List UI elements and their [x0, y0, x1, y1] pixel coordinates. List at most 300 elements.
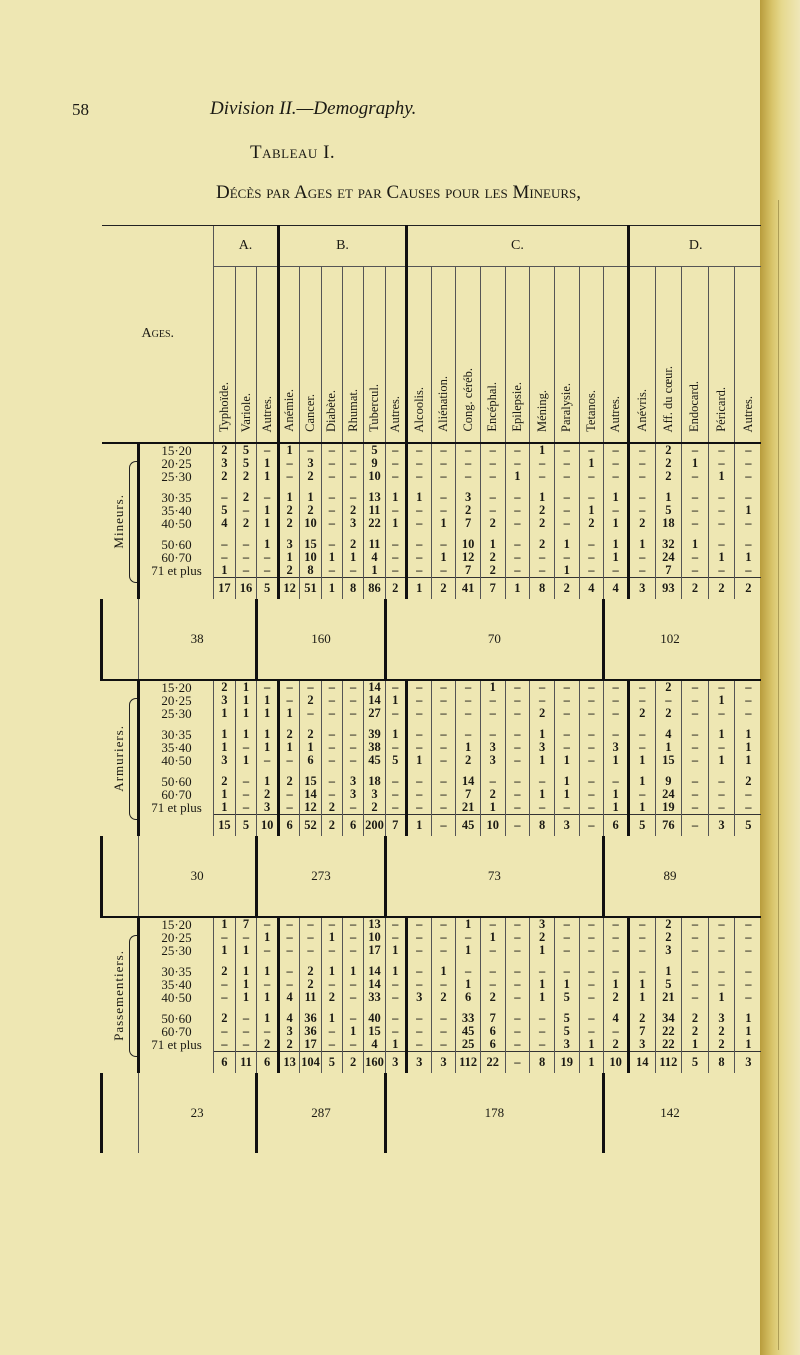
column-header [505, 267, 530, 444]
cell-value: – [342, 1038, 363, 1052]
cell-value: 1 [385, 694, 406, 707]
group-header: A. [214, 226, 279, 267]
cell-value: 2 [655, 917, 682, 931]
cell-value: 1 [214, 801, 236, 815]
section-label-wrap [112, 461, 137, 583]
cell-value: 3 [364, 788, 385, 801]
table-row [102, 944, 762, 957]
total-value: 5 [257, 578, 279, 600]
cell-value: – [456, 443, 481, 457]
cell-value: – [342, 694, 363, 707]
cell-value: – [628, 680, 655, 694]
cell-value: 3 [480, 754, 505, 767]
cell-value: 1 [604, 754, 629, 767]
cell-value: 1 [530, 978, 555, 991]
cell-value: – [342, 931, 363, 944]
cell-value: – [505, 504, 530, 517]
cell-value: 3 [530, 917, 555, 931]
cell-value: 5 [235, 457, 257, 470]
cell-value: 1 [480, 801, 505, 815]
cell-value: 1 [628, 801, 655, 815]
cell-value: – [682, 917, 709, 931]
cell-value: 1 [530, 443, 555, 457]
cell-value: 1 [257, 1012, 279, 1025]
cell-value: 1 [604, 801, 629, 815]
column-label: Paralysie. [559, 383, 574, 432]
total-value: 86 [364, 578, 385, 600]
cell-value: 2 [257, 788, 279, 801]
group-header: C. [406, 226, 628, 267]
cell-value: 1 [682, 457, 709, 470]
cell-value: – [431, 788, 456, 801]
cell-value: – [708, 680, 735, 694]
column-label: Rhumat. [345, 389, 360, 432]
cell-value: 2 [530, 504, 555, 517]
cell-value: 2 [655, 931, 682, 944]
cell-value: 12 [300, 801, 321, 815]
cell-value: 2 [300, 728, 321, 741]
cell-value: – [342, 917, 363, 931]
cell-value: 15 [300, 538, 321, 551]
cell-value: 3 [655, 944, 682, 957]
cell-value: – [530, 680, 555, 694]
cell-value: – [604, 680, 629, 694]
total-value: 13 [279, 1052, 300, 1074]
cell-value: 5 [364, 443, 385, 457]
cell-value: 13 [364, 917, 385, 931]
cell-value: – [480, 707, 505, 720]
cell-value: – [431, 538, 456, 551]
cell-value: – [579, 694, 604, 707]
cell-value: 1 [735, 1025, 762, 1038]
cell-value: – [530, 1038, 555, 1052]
cell-value: 1 [257, 728, 279, 741]
cell-value: – [735, 470, 762, 483]
cell-value: 3 [279, 1025, 300, 1038]
column-label: Anémie. [282, 389, 297, 432]
cell-value: 3 [279, 538, 300, 551]
table-row [102, 917, 762, 931]
cell-value: – [604, 707, 629, 720]
total-value: 6 [214, 1052, 236, 1074]
cell-value: – [735, 965, 762, 978]
column-header [554, 267, 579, 444]
cell-value: – [682, 707, 709, 720]
age-label: 25·30 [139, 944, 214, 957]
cell-value: 1 [321, 551, 342, 564]
cell-value: 1 [480, 538, 505, 551]
table-row [102, 564, 762, 578]
cell-value: 6 [300, 754, 321, 767]
cell-value: – [655, 694, 682, 707]
total-value: 5 [628, 815, 655, 837]
cell-value: 2 [480, 564, 505, 578]
total-value: 6 [342, 815, 363, 837]
cell-value: – [385, 707, 406, 720]
cell-value: – [257, 491, 279, 504]
cell-value: – [505, 1038, 530, 1052]
cell-value: – [505, 741, 530, 754]
cell-value: 2 [655, 707, 682, 720]
cell-value: – [554, 917, 579, 931]
cell-value: – [321, 728, 342, 741]
cell-value: – [735, 978, 762, 991]
cell-value: – [279, 694, 300, 707]
column-header [300, 267, 321, 444]
cell-value: – [708, 707, 735, 720]
total-value: 5 [321, 1052, 342, 1074]
cell-value: 1 [235, 991, 257, 1004]
cell-value: 5 [214, 504, 236, 517]
cell-value: 32 [655, 538, 682, 551]
cell-value: 22 [364, 517, 385, 530]
cell-value: 1 [406, 754, 431, 767]
cell-value: 1 [364, 564, 385, 578]
cell-value: 2 [279, 1038, 300, 1052]
cell-value: – [480, 978, 505, 991]
cell-value: – [579, 754, 604, 767]
cell-value: 4 [214, 517, 236, 530]
cell-value: – [385, 931, 406, 944]
cell-value: 10 [456, 538, 481, 551]
cell-value: 12 [456, 551, 481, 564]
cell-value: – [628, 470, 655, 483]
cell-value: – [530, 551, 555, 564]
totals-age-cell [139, 1052, 214, 1074]
cell-value: – [579, 491, 604, 504]
cell-value: 1 [735, 1038, 762, 1052]
total-value: 19 [554, 1052, 579, 1074]
total-value: 6 [604, 815, 629, 837]
cell-value: 3 [342, 788, 363, 801]
cell-value: – [554, 694, 579, 707]
cell-value: 1 [235, 944, 257, 957]
cell-value: – [214, 1025, 236, 1038]
cell-value: – [321, 517, 342, 530]
cell-value: 1 [456, 944, 481, 957]
group-total: 160 [257, 599, 385, 680]
cell-value: – [628, 944, 655, 957]
cell-value: – [554, 944, 579, 957]
cell-value: – [235, 1025, 257, 1038]
cell-value: – [604, 944, 629, 957]
cell-value: – [554, 707, 579, 720]
cell-value: – [406, 917, 431, 931]
cell-value: – [342, 707, 363, 720]
cell-value: – [321, 775, 342, 788]
cell-value: – [385, 457, 406, 470]
cell-value: – [480, 443, 505, 457]
cell-value: 2 [279, 728, 300, 741]
group-header-row [102, 226, 762, 267]
total-value: 1 [505, 578, 530, 600]
cell-value: – [480, 965, 505, 978]
totals-row [102, 815, 762, 837]
cell-value: – [579, 788, 604, 801]
cell-value: – [708, 801, 735, 815]
cell-value: – [682, 931, 709, 944]
cell-value: – [579, 741, 604, 754]
column-header [579, 267, 604, 444]
cell-value: – [406, 1025, 431, 1038]
cell-value: – [406, 775, 431, 788]
group-total: 89 [604, 836, 735, 917]
cell-value: – [456, 680, 481, 694]
cell-value: – [342, 680, 363, 694]
cell-value: 1 [735, 741, 762, 754]
table-row [102, 491, 762, 504]
cell-value: – [321, 680, 342, 694]
cell-value: – [342, 978, 363, 991]
total-value: 8 [530, 578, 555, 600]
group-totals-age-cell [102, 836, 139, 917]
cell-value: – [604, 775, 629, 788]
age-label: 30·35 [139, 728, 214, 741]
cell-value: 2 [604, 1038, 629, 1052]
cell-value: – [682, 443, 709, 457]
group-header: B. [279, 226, 407, 267]
cell-value: 34 [655, 1012, 682, 1025]
cell-value: – [406, 564, 431, 578]
cell-value: 14 [364, 965, 385, 978]
section-label-wrap [112, 698, 137, 820]
cell-value: – [279, 788, 300, 801]
cell-value: – [604, 728, 629, 741]
cell-value: 1 [279, 491, 300, 504]
cell-value: – [682, 788, 709, 801]
cell-value: 1 [628, 991, 655, 1004]
cell-value: – [505, 1012, 530, 1025]
cell-value: – [682, 491, 709, 504]
total-value: 112 [655, 1052, 682, 1074]
cell-value: – [300, 931, 321, 944]
cell-value: 1 [257, 775, 279, 788]
cell-value: – [530, 694, 555, 707]
cell-value: 1 [682, 538, 709, 551]
age-label: 40·50 [139, 754, 214, 767]
cell-value: – [735, 694, 762, 707]
cell-value: 1 [385, 944, 406, 957]
cell-value: 1 [257, 517, 279, 530]
cell-value: – [554, 801, 579, 815]
cell-value: – [682, 801, 709, 815]
cell-value: – [406, 517, 431, 530]
age-label: 60·70 [139, 551, 214, 564]
cell-value: – [505, 538, 530, 551]
column-label: Alcoolis. [411, 386, 426, 432]
cell-value: 1 [604, 978, 629, 991]
total-value: – [682, 815, 709, 837]
total-value: 3 [628, 578, 655, 600]
cell-value: – [321, 694, 342, 707]
cell-value: – [235, 931, 257, 944]
cell-value: 3 [214, 694, 236, 707]
column-label: Cong. céréb. [460, 368, 475, 432]
cell-value: 1 [214, 728, 236, 741]
cell-value: – [431, 917, 456, 931]
total-value: 5 [235, 815, 257, 837]
cell-value: – [235, 775, 257, 788]
cell-value: – [385, 788, 406, 801]
total-value: 2 [735, 578, 762, 600]
cell-value: 10 [364, 931, 385, 944]
cell-value: – [554, 931, 579, 944]
table-row [102, 991, 762, 1004]
total-value: 3 [735, 1052, 762, 1074]
cell-value: – [279, 680, 300, 694]
cell-value: – [235, 538, 257, 551]
totals-row [102, 578, 762, 600]
table-row [102, 680, 762, 694]
group-total: 70 [385, 599, 604, 680]
total-value: 1 [406, 815, 431, 837]
cell-value: – [321, 1038, 342, 1052]
cell-value: – [385, 443, 406, 457]
cell-value: – [342, 1012, 363, 1025]
cell-value: 1 [321, 931, 342, 944]
total-value: 3 [385, 1052, 406, 1074]
column-header [214, 267, 236, 444]
cell-value: 1 [682, 1038, 709, 1052]
column-header [708, 267, 735, 444]
cell-value: – [682, 728, 709, 741]
cell-value: 2 [300, 694, 321, 707]
cell-value: 1 [431, 965, 456, 978]
cell-value: 2 [279, 775, 300, 788]
cell-value: – [708, 443, 735, 457]
cell-value: – [321, 1025, 342, 1038]
total-value: 93 [655, 578, 682, 600]
cell-value: – [505, 517, 530, 530]
cell-value: 45 [456, 1025, 481, 1038]
cell-value: 1 [480, 680, 505, 694]
cell-value: – [735, 491, 762, 504]
column-label: Autres. [608, 395, 623, 432]
cell-value: – [235, 1038, 257, 1052]
table-row [102, 443, 762, 457]
cell-value: 6 [480, 1038, 505, 1052]
cell-value: – [628, 443, 655, 457]
cell-value: – [682, 775, 709, 788]
cell-value: 1 [235, 694, 257, 707]
cell-value: 1 [279, 741, 300, 754]
cell-value: 2 [279, 517, 300, 530]
row-spacer [102, 957, 762, 965]
cell-value: – [456, 728, 481, 741]
cell-value: – [604, 457, 629, 470]
section-name: Passementiers. [111, 950, 126, 1041]
cell-value: 15 [364, 1025, 385, 1038]
cell-value: – [579, 564, 604, 578]
cell-value: – [682, 680, 709, 694]
cell-value: 7 [655, 564, 682, 578]
cell-value: – [431, 1038, 456, 1052]
cell-value: – [480, 944, 505, 957]
cell-value: 2 [300, 965, 321, 978]
cell-value: – [604, 694, 629, 707]
deaths-table [100, 225, 761, 1153]
age-label: 20·25 [139, 931, 214, 944]
cell-value: – [505, 491, 530, 504]
cell-value: – [214, 491, 236, 504]
cell-value: – [628, 564, 655, 578]
cell-value: – [505, 754, 530, 767]
cell-value: – [431, 775, 456, 788]
cell-value: 2 [342, 504, 363, 517]
cell-value: 36 [300, 1012, 321, 1025]
cell-value: – [628, 551, 655, 564]
cell-value: – [321, 741, 342, 754]
cell-value: – [554, 457, 579, 470]
cell-value: 2 [342, 538, 363, 551]
cell-value: 17 [300, 1038, 321, 1052]
cell-value: – [708, 788, 735, 801]
cell-value: – [431, 801, 456, 815]
section-name: Mineurs. [111, 494, 126, 549]
cell-value: – [628, 694, 655, 707]
cell-value: 5 [554, 991, 579, 1004]
cell-value: – [708, 944, 735, 957]
cell-value: – [456, 470, 481, 483]
column-header [364, 267, 385, 444]
cell-value: – [214, 1038, 236, 1052]
cell-value: – [505, 443, 530, 457]
cell-value: 3 [406, 991, 431, 1004]
cell-value: 1 [530, 944, 555, 957]
cell-value: – [406, 538, 431, 551]
cell-value: – [682, 965, 709, 978]
cell-value: 5 [655, 504, 682, 517]
column-label: Diabète. [324, 390, 339, 432]
cell-value: 1 [214, 564, 236, 578]
cell-value: – [431, 754, 456, 767]
cell-value: – [257, 443, 279, 457]
cell-value: – [431, 504, 456, 517]
cell-value: – [406, 551, 431, 564]
cell-value: 22 [655, 1025, 682, 1038]
totals-row [102, 1052, 762, 1074]
cell-value: – [604, 917, 629, 931]
column-header [235, 267, 257, 444]
cell-value: 1 [604, 538, 629, 551]
cell-value: 2 [579, 517, 604, 530]
cell-value: 3 [456, 491, 481, 504]
cell-value: – [708, 965, 735, 978]
cell-value: 1 [735, 504, 762, 517]
column-label: Autres. [387, 395, 402, 432]
row-spacer [102, 767, 762, 775]
age-label: 15·20 [139, 443, 214, 457]
cell-value: 1 [530, 991, 555, 1004]
cell-value: 5 [655, 978, 682, 991]
cell-value: – [530, 801, 555, 815]
cell-value: – [708, 741, 735, 754]
cell-value: – [628, 788, 655, 801]
cell-value: – [480, 504, 505, 517]
cell-value: – [505, 457, 530, 470]
cell-value: – [385, 551, 406, 564]
cell-value: – [431, 470, 456, 483]
cell-value: 18 [364, 775, 385, 788]
total-value: 6 [257, 1052, 279, 1074]
table-subtitle: Décès par Ages et par Causes pour les Mineurs, [216, 182, 582, 203]
cell-value: 9 [655, 775, 682, 788]
cell-value: 5 [235, 443, 257, 457]
cell-value: 1 [342, 1025, 363, 1038]
cell-value: – [431, 1025, 456, 1038]
cell-value: 2 [431, 991, 456, 1004]
cell-value: – [530, 1025, 555, 1038]
